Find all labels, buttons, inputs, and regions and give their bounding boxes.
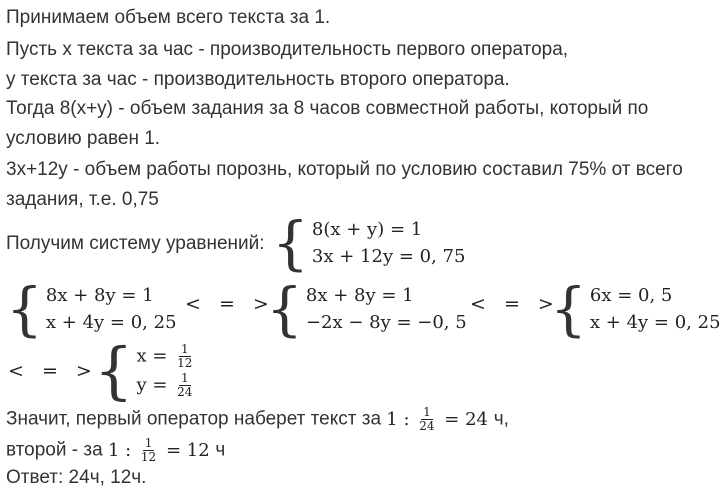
equation-row: 8x + 8y = 1 bbox=[45, 285, 154, 306]
result-second: 1 : $\frac{1}{12}$ = 12 bbox=[107, 436, 210, 464]
text-line-9: Значит, первый оператор наберет текст за 1 : $\frac{1}{24}$ = 24 ч, bbox=[6, 405, 509, 433]
curly-brace: { bbox=[6, 275, 43, 343]
equivalence-sign: < = > bbox=[8, 360, 98, 382]
equation-row-x: x = $\frac{1}{12}$ bbox=[136, 342, 193, 370]
equation-row: x + 4y = 0, 25 bbox=[45, 312, 177, 333]
equation-row: 6x = 0, 5 bbox=[589, 285, 673, 306]
equation-system-2 bbox=[266, 275, 467, 343]
equation-system-1 bbox=[6, 275, 177, 343]
equation-row: −2x − 8y = −0, 5 bbox=[305, 312, 467, 333]
result-first: 1 : $\frac{1}{24}$ = 24 bbox=[386, 405, 489, 433]
fraction: $\frac{1}{24}$ bbox=[419, 405, 435, 433]
equation-row: 8(x + y) = 1 bbox=[311, 219, 423, 240]
equation-row: 8x + 8y = 1 bbox=[305, 285, 414, 306]
equation-row: 3x + 12y = 0, 75 bbox=[311, 246, 466, 267]
text-line-1: Принимаем объем всего текста за 1. bbox=[6, 7, 331, 28]
equation-system-3 bbox=[550, 275, 721, 343]
text-line-3: у текста за час - производительность второго оператора. bbox=[6, 69, 510, 90]
fraction: $\frac{1}{12}$ bbox=[177, 342, 193, 370]
text-line-2: Пусть х текста за час - производительность первого оператора, bbox=[6, 39, 569, 60]
answer-line: Ответ: 24ч, 12ч. bbox=[6, 467, 147, 488]
text-line-8: Получим систему уравнений: bbox=[6, 233, 265, 254]
equivalence-sign: < = > bbox=[470, 293, 560, 315]
curly-brace: { bbox=[94, 334, 134, 407]
equation-system-initial bbox=[272, 209, 466, 277]
fraction: $\frac{1}{12}$ bbox=[140, 436, 157, 464]
equation-row: x + 4y = 0, 25 bbox=[589, 312, 721, 333]
curly-brace: { bbox=[550, 275, 587, 343]
curly-brace: { bbox=[266, 275, 303, 343]
text-line-10: второй - за 1 : $\frac{1}{12}$ = 12 ч bbox=[6, 436, 226, 464]
text-line-4: Тогда 8(х+у) - объем задания за 8 часов совместной работы, который по bbox=[6, 98, 649, 119]
equivalence-sign: < = > bbox=[185, 293, 275, 315]
text-line-7: задания, т.е. 0,75 bbox=[6, 189, 159, 210]
text-line-5: условию равен 1. bbox=[6, 128, 161, 149]
text-line-6: 3х+12у - объем работы порознь, который по условию составил 75% от всего bbox=[6, 159, 683, 180]
curly-brace: { bbox=[272, 209, 309, 277]
fraction: $\frac{1}{24}$ bbox=[177, 371, 193, 399]
equation-row-y: y = $\frac{1}{24}$ bbox=[136, 371, 193, 399]
equation-system-solution bbox=[94, 334, 196, 407]
